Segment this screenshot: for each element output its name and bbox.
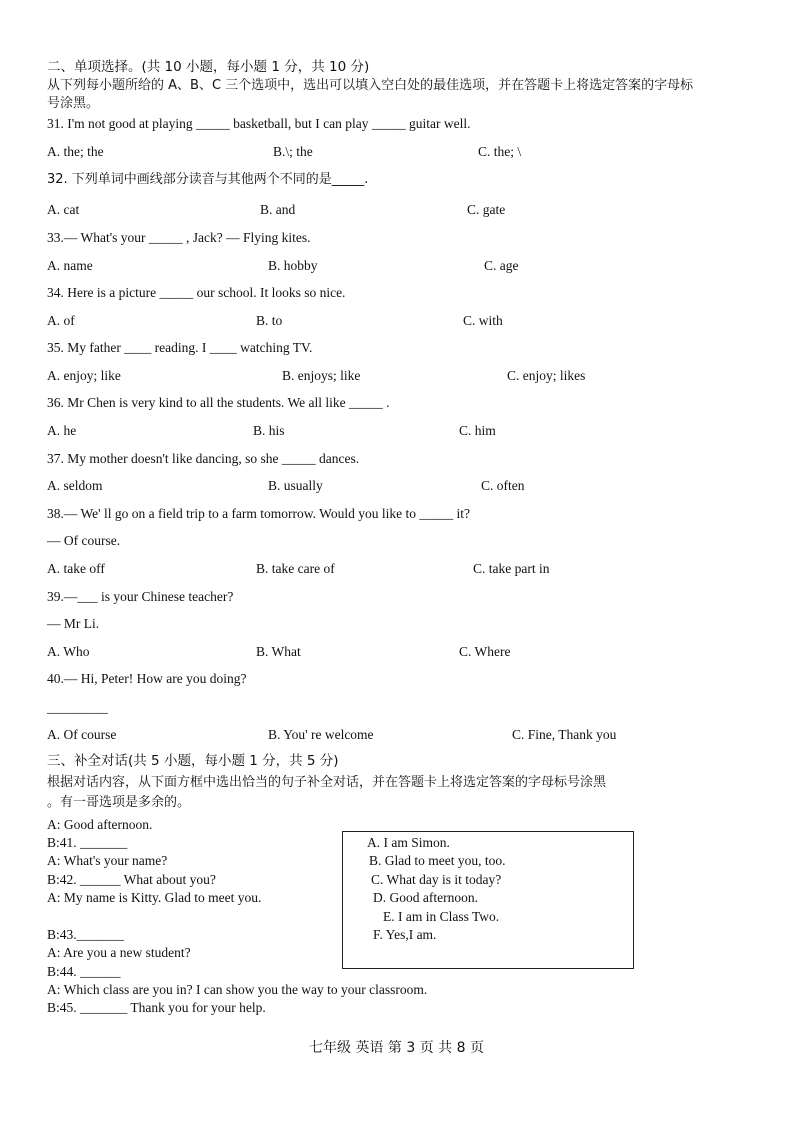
dialogue-line: B:44. ______ <box>47 964 121 979</box>
question-32-option-c: C. gate <box>467 202 506 217</box>
choice-d: D. Good afternoon. <box>373 890 478 905</box>
dialogue-line: A: Are you a new student? <box>47 945 191 960</box>
question-38-option-c: C. take part in <box>473 561 550 576</box>
dialogue-line: A: My name is Kitty. Glad to meet you. <box>47 890 262 905</box>
question-34-option-c: C. with <box>463 313 503 328</box>
question-35-stem: 35. My father ____ reading. I ____ watching TV. <box>47 340 313 355</box>
dialogue-line: B:45. _______ Thank you for your help. <box>47 1000 266 1015</box>
question-35-option-a: A. enjoy; like <box>47 368 121 383</box>
question-40-response-blank: _________ <box>47 700 108 715</box>
question-33-stem: 33.— What's your _____ , Jack? — Flying kites. <box>47 230 311 245</box>
question-33-option-a: A. name <box>47 258 93 273</box>
question-33-option-c: C. age <box>484 258 519 273</box>
question-32-option-b: B. and <box>260 202 296 217</box>
question-36-option-c: C. him <box>459 423 496 438</box>
question-31-stem: 31. I'm not good at playing _____ basketball, but I can play _____ guitar well. <box>47 116 471 131</box>
question-34-stem: 34. Here is a picture _____ our school. It looks so nice. <box>47 285 346 300</box>
question-34-option-b: B. to <box>256 313 283 328</box>
question-38-option-a: A. take off <box>47 561 105 576</box>
question-39-option-a: A. Who <box>47 644 90 659</box>
dialogue-line: A: Good afternoon. <box>47 817 153 832</box>
question-33-option-b: B. hobby <box>268 258 318 273</box>
question-40-option-a: A. Of course <box>47 727 117 742</box>
question-31-option-c: C. the; \ <box>478 144 522 159</box>
question-39-option-c: C. Where <box>459 644 511 659</box>
question-35-option-b: B. enjoys; like <box>282 368 361 383</box>
question-36-option-a: A. he <box>47 423 77 438</box>
dialogue-line: B:43._______ <box>47 927 124 942</box>
question-37-stem: 37. My mother doesn't like dancing, so she _____ dances. <box>47 451 360 466</box>
question-32-option-a: A. cat <box>47 202 80 217</box>
question-37-option-b: B. usually <box>268 478 323 493</box>
question-31-option-b: B.\; the <box>273 144 313 159</box>
question-31-option-a: A. the; the <box>47 144 104 159</box>
section3-instruction-line2: 。有一哥选项是多余的。 <box>47 795 191 810</box>
section2-instruction-line2: 号涂黑。 <box>47 96 100 111</box>
choice-f: F. Yes,I am. <box>373 927 437 942</box>
dialogue-line: B:41. _______ <box>47 835 128 850</box>
question-32-stem: 32. 下列单词中画线部分读音与其他两个不同的是_____. <box>47 172 369 187</box>
question-38-stem: 38.— We' ll go on a field trip to a farm tomorrow. Would you like to _____ it? <box>47 506 470 521</box>
question-34-option-a: A. of <box>47 313 75 328</box>
question-38-response: — Of course. <box>47 533 121 548</box>
question-35-option-c: C. enjoy; likes <box>507 368 586 383</box>
question-40-stem: 40.— Hi, Peter! How are you doing? <box>47 671 247 686</box>
section2-instruction-line1: 从下列每小题所给的 A、B、C 三个选项中，选出可以填入空白处的最佳选项，并在答题卡上将选定答案的字母标 <box>47 78 694 93</box>
question-37-option-a: A. seldom <box>47 478 103 493</box>
page-footer: 七年级 英语 第 3 页 共 8 页 <box>309 1040 484 1056</box>
choice-a: A. I am Simon. <box>367 835 450 850</box>
choice-c: C. What day is it today? <box>371 872 502 887</box>
question-40-option-c: C. Fine, Thank you <box>512 727 617 742</box>
question-39-stem: 39.—___ is your Chinese teacher? <box>47 589 234 604</box>
question-38-option-b: B. take care of <box>256 561 335 576</box>
section2-title: 二、单项选择。(共 10 小题，每小题 1 分，共 10 分) <box>47 59 370 75</box>
question-40-option-b: B. You' re welcome <box>268 727 374 742</box>
dialogue-line: A: What's your name? <box>47 853 168 868</box>
section3-title: 三、补全对话(共 5 小题，每小题 1 分，共 5 分) <box>47 753 339 769</box>
question-39-option-b: B. What <box>256 644 301 659</box>
dialogue-line: B:42. ______ What about you? <box>47 872 216 887</box>
section3-instruction-line1: 根据对话内容，从下面方框中选出恰当的句子补全对话，并在答题卡上将选定答案的字母标号涂黑 <box>47 775 607 790</box>
choice-b: B. Glad to meet you, too. <box>369 853 506 868</box>
question-36-stem: 36. Mr Chen is very kind to all the students. We all like _____ . <box>47 395 390 410</box>
dialogue-line: A: Which class are you in? I can show you the way to your classroom. <box>47 982 428 997</box>
question-36-option-b: B. his <box>253 423 285 438</box>
question-39-response: — Mr Li. <box>47 616 100 631</box>
choice-e: E. I am in Class Two. <box>383 909 500 924</box>
question-37-option-c: C. often <box>481 478 525 493</box>
